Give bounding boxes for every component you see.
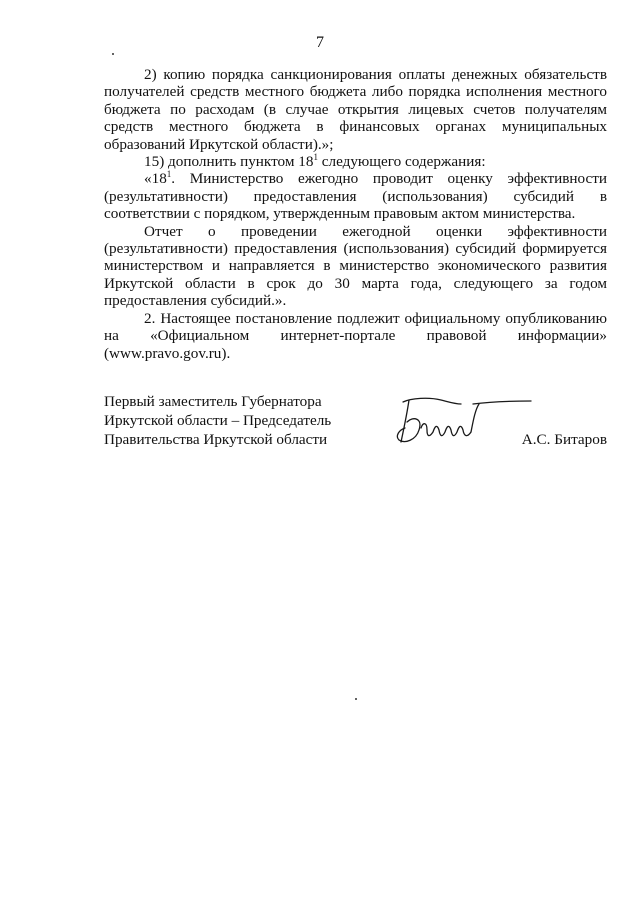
paragraph-publication: 2. Настоящее постановление подлежит официальному опубликованию на «Официальном интернет-портале правовой информации» (www.pravo.gov.ru). [104, 309, 607, 362]
signature-block [104, 392, 607, 452]
paragraph-report: Отчет о проведении ежегодной оценки эффективности (результативности) предоставления (использования) субсидий формируется министерством и направляется в министерство экономического развития Иркутской области в срок до 30 марта года, следующего за годом предоставления субсидий.». [104, 222, 607, 310]
stray-mark [355, 698, 357, 700]
signer-name: А.С. Битаров [521, 431, 607, 448]
paragraph-text: 15) дополнить пунктом 18 [144, 153, 314, 171]
paragraph-point-18-1 [104, 170, 607, 222]
page-number: 7 [316, 34, 324, 51]
superscript: 1 [166, 169, 172, 180]
handwritten-signature [389, 392, 539, 454]
signer-title-line: Иркутской области – Председатель [104, 412, 332, 429]
signer-title-line: Первый заместитель Губернатора [104, 393, 322, 410]
signer-title [104, 392, 331, 449]
document-body [104, 66, 607, 362]
paragraph-text: «18 [144, 170, 167, 188]
paragraph-item-2: 2) копию порядка санкционирования оплаты денежных обязательств получателей средств местного бюджета либо порядка исполнения местного бюджета по расходам (в случае открытия лицевых счетов получателям средств местного бюджета в финансовых органах муниципальных образований Иркутской области).»; [104, 66, 607, 153]
signer-title-line: Правительства Иркутской области [104, 431, 328, 448]
stray-mark [112, 53, 114, 55]
paragraph-text: . Министерство ежегодно проводит оценку эффективности (результативности) предоставления (использования) субсидий в соответствии с порядком, утвержденным правовым актом министерства. [104, 170, 607, 223]
superscript: 1 [313, 152, 318, 163]
paragraph-text: следующего содержания: [317, 153, 486, 171]
paragraph-item-15 [104, 153, 607, 170]
